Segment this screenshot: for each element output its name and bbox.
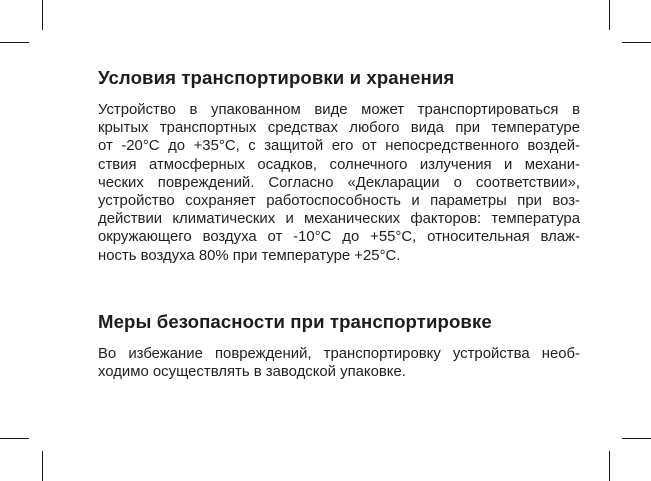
crop-mark-top-right-vertical [609,0,610,30]
section-body-transport-storage [98,101,580,265]
text-line: устройство сохраняет работоспособность и параметры при воз- [98,193,580,210]
crop-mark-bottom-right-horizontal [622,438,651,439]
crop-mark-bottom-left-horizontal [0,438,29,439]
text-line: ствия атмосферных осадков, солнечного излучения и механи- [98,156,580,173]
text-line: действии климатических и механических факторов: температура [98,211,580,228]
section-heading-transport-storage: Условия транспортировки и хранения [98,67,455,88]
text-line: от -20°C до +35°C, с защитой его от непосредственного воздей- [98,138,580,155]
crop-mark-top-right-horizontal [622,42,651,43]
crop-mark-bottom-right-vertical [609,451,610,481]
section-body-transport-safety [98,345,580,381]
text-line: Во избежание повреждений, транспортировку устройства необ- [98,345,580,362]
text-line: Устройство в упакованном виде может транспортироваться в [98,102,580,118]
text-line: ходимо осуществлять в заводской упаковке. [98,364,406,381]
text-line: окружающего воздуха от -10°C до +55°C, относительная влаж- [98,229,580,246]
crop-mark-top-left-horizontal [0,42,29,43]
text-line: крытых транспортных средствах любого вида при температуре [98,120,580,137]
text-line: ческих повреждений. Согласно «Декларации о соответствии», [98,174,580,191]
document-page [98,66,580,381]
crop-mark-top-left-vertical [42,0,43,30]
text-line: ность воздуха 80% при температуре +25°C. [98,247,401,264]
crop-mark-bottom-left-vertical [42,451,43,481]
section-heading-transport-safety: Меры безопасности при транспортировке [98,310,492,332]
